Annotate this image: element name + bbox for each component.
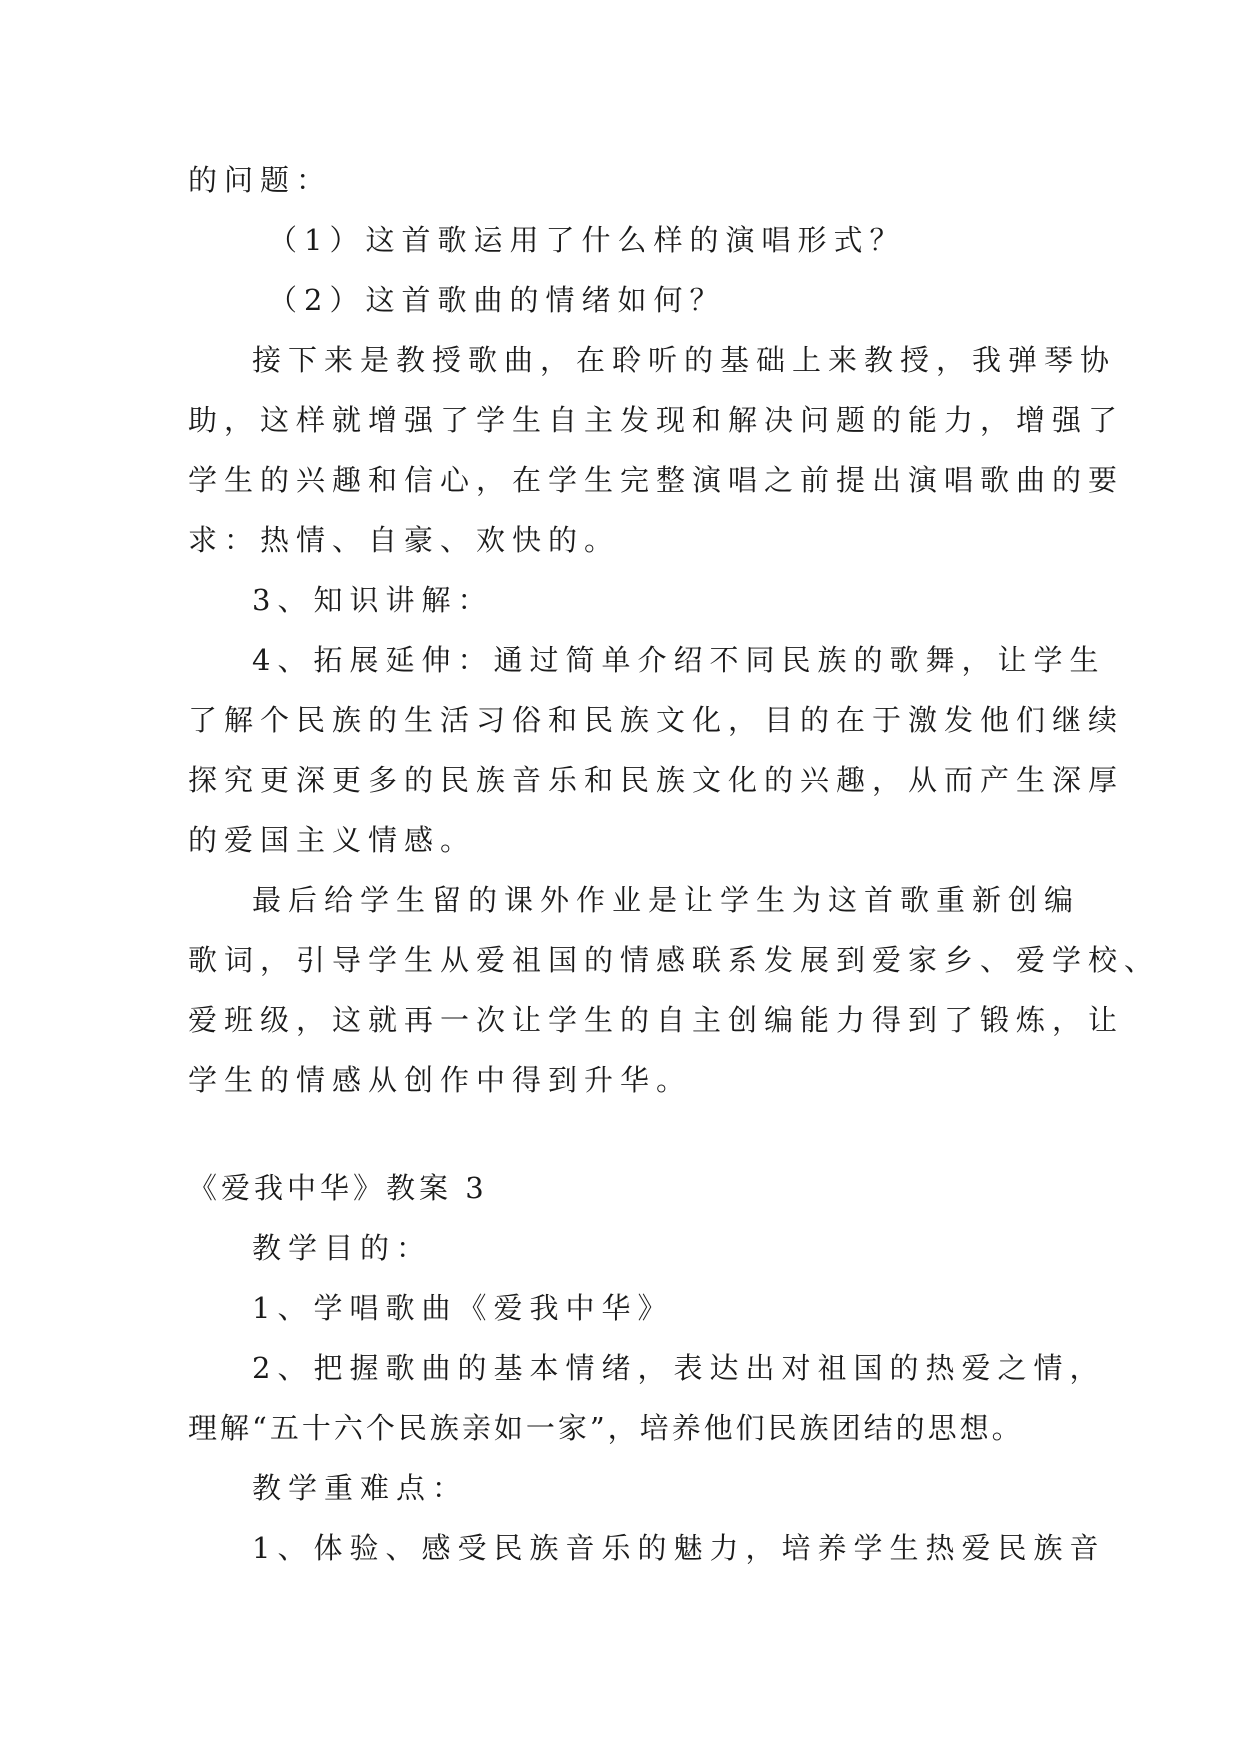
document-body — [188, 150, 1161, 1578]
paragraph-line: 探究更深更多的民族音乐和民族文化的兴趣，从而产生深厚 — [188, 763, 1125, 797]
section-title: 《爱我中华》教案 3 — [188, 1171, 488, 1205]
paragraph-line: 学生的情感从创作中得到升华。 — [188, 1063, 693, 1097]
paragraph-line: 的爱国主义情感。 — [188, 823, 477, 857]
paragraph-line: 爱班级，这就再一次让学生的自主创编能力得到了锻炼，让 — [188, 1003, 1125, 1037]
question-item-1: （1）这首歌运用了什么样的演唱形式？ — [268, 223, 906, 257]
paragraph-line: 了解个民族的生活习俗和民族文化，目的在于激发他们继续 — [188, 703, 1125, 737]
paragraph-line: 理解“五十六个民族亲如一家”，培养他们民族团结的思想。 — [188, 1411, 1024, 1445]
section-heading: 教学目的： — [252, 1231, 433, 1265]
paragraph-line: 最后给学生留的课外作业是让学生为这首歌重新创编 — [252, 883, 1081, 917]
question-item-2: （2）这首歌曲的情绪如何？ — [268, 283, 726, 317]
list-item: 1、体验、感受民族音乐的魅力，培养学生热爱民族音 — [252, 1531, 1106, 1565]
list-item: 1、学唱歌曲《爱我中华》 — [252, 1291, 674, 1325]
section-spacer — [188, 1110, 1058, 1158]
list-item: 2、把握歌曲的基本情绪，表达出对祖国的热爱之情， — [252, 1351, 1106, 1385]
section-heading: 教学重难点： — [252, 1471, 469, 1505]
paragraph-line: 求：热情、自豪、欢快的。 — [188, 523, 621, 557]
paragraph-line: 歌词，引导学生从爱祖国的情感联系发展到爱家乡、爱学校、 — [188, 943, 1161, 977]
section-heading: 3、知识讲解： — [252, 583, 494, 617]
paragraph-line: 学生的兴趣和信心，在学生完整演唱之前提出演唱歌曲的要 — [188, 463, 1125, 497]
paragraph-line: 4、拓展延伸：通过简单介绍不同民族的歌舞，让学生 — [252, 643, 1106, 677]
paragraph-line: 的问题： — [188, 163, 333, 197]
paragraph-line: 接下来是教授歌曲，在聆听的基础上来教授，我弹琴协 — [252, 343, 1117, 377]
paragraph-line: 助，这样就增强了学生自主发现和解决问题的能力，增强了 — [188, 403, 1125, 437]
